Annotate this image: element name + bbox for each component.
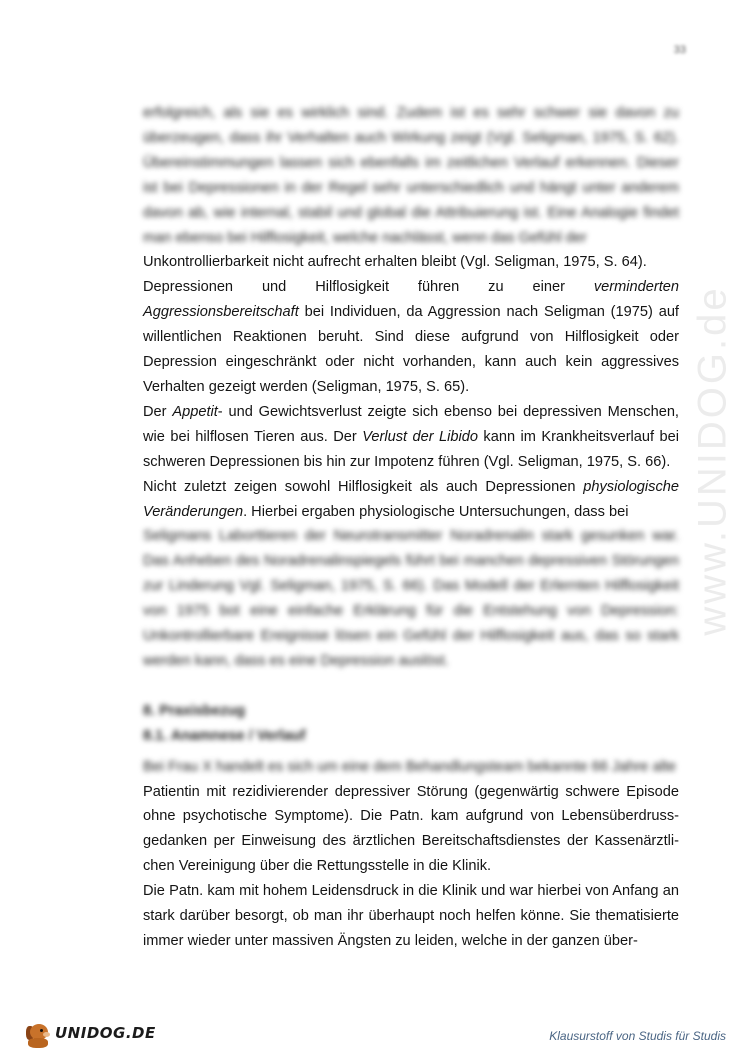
subsection-heading: 8.1. Anamnese / Verlauf <box>143 727 306 744</box>
paragraph-4: Nicht zuletzt zeigen sowohl Hilflosigkeit als auch Depressionen physiologische Veränderungen. Hierbei ergaben physiologische Untersuchungen, dass bei <box>143 478 679 520</box>
footer-tagline: Klausurstoff von Studis für Studis <box>549 1029 726 1043</box>
watermark-text: www.UNIDOG.de <box>690 284 735 636</box>
watermark <box>683 160 743 760</box>
paragraph-1: Unkontrollierbarkeit nicht aufrecht erhalten bleibt (Vgl. Seligman, 1975, S. 64). <box>143 254 647 271</box>
dog-mascot-icon <box>24 1018 52 1048</box>
paragraph-blurred-1: erfolgreich, als sie es wirklich sind. Zudem ist es sehr schwer sie davon zu überzeugen, dass ihr Verhalten auch Wirkung zeigt (Vgl. Seligman, 1975, S. 62). Übereinstimmungen lassen sich ebenfalls im zeitlichen Verlauf erkennen. Dieser ist bei Depressionen in der Regel sehr unterschiedlich und hängt unter anderem davon ab, wie internal, stabil und global die Attribuierung ist. Eine Analogie findet man ebenso bei Hilflosigkeit, welche nachlässt, wenn das Gefühl der <box>143 105 679 246</box>
section-heading: 8. Praxisbezug <box>143 702 246 719</box>
paragraph-6: Die Patn. kam mit hohem Leidensdruck in die Klinik und war hierbei von Anfang an stark darüber besorgt, ob man ihr überhaupt noch helfen könne. Sie thematisierte immer wieder unter massiven Ängsten zu leiden, welche in der ganzen über- <box>143 883 679 949</box>
page-number: 33 <box>673 44 686 56</box>
document-body <box>143 101 679 954</box>
unidog-logo[interactable] <box>24 1013 164 1053</box>
paragraph-2: Depressionen und Hilflosigkeit führen zu einer verminderten Aggressionsbereitschaft bei Individuen, da Aggression nach Seligman (1975) auf willentlichen Reaktionen beruht. Sind diese aufgrund von Hilflosigkeit oder Depression eingeschränkt oder nicht vorhanden, kann auch kein aggressives Verhalten gezeigt werden (Seligman, 1975, S. 65). <box>143 279 679 395</box>
paragraph-blurred-2: Seligmans Laborttieren der Neurotransmitter Noradrenalin stark gesunken war. Das Anheben des Noradrenalinspiegels führt bei manchen depressiven Störungen zur Linderung Vgl. Seligman, 1975, S. 66). Das Modell der Erlernten Hilflosigkeit von 1975 bot eine einfache Erklärung für die Entstehung von Depression: Unkontrollierbare Ereignisse lösen ein Gefühl der Hilflosigkeit aus, das so stark werden kann, dass es eine Depression auslöst. <box>143 528 679 669</box>
paragraph-blurred-3: Bei Frau X handelt es sich um eine dem Behandlungsteam bekannte 66 Jahre alte <box>143 758 677 775</box>
logo-text: UNIDOG.DE <box>55 1024 156 1042</box>
spacer <box>143 674 679 699</box>
paragraph-3: Der Appetit- und Gewichtsverlust zeigte sich ebenso bei depressiven Menschen, wie bei hilflosen Tieren aus. Der Verlust der Libido kann im Krankheitsverlauf bei schweren Depressionen bis hin zur Impotenz führen (Vgl. Seligman, 1975, S. 66). <box>143 403 679 470</box>
paragraph-5: Patientin mit rezidivierender depressiver Störung (gegenwärtig schwere Episode ohne psychotische Symptome). Die Patn. kam aufgrund von Lebensüberdruss-gedanken per Einweisung des ärztlichen Bereitschaftsdienstes der Kassenärztli-chen Vereinigung über die Rettungsstelle in die Klinik. <box>143 783 679 875</box>
